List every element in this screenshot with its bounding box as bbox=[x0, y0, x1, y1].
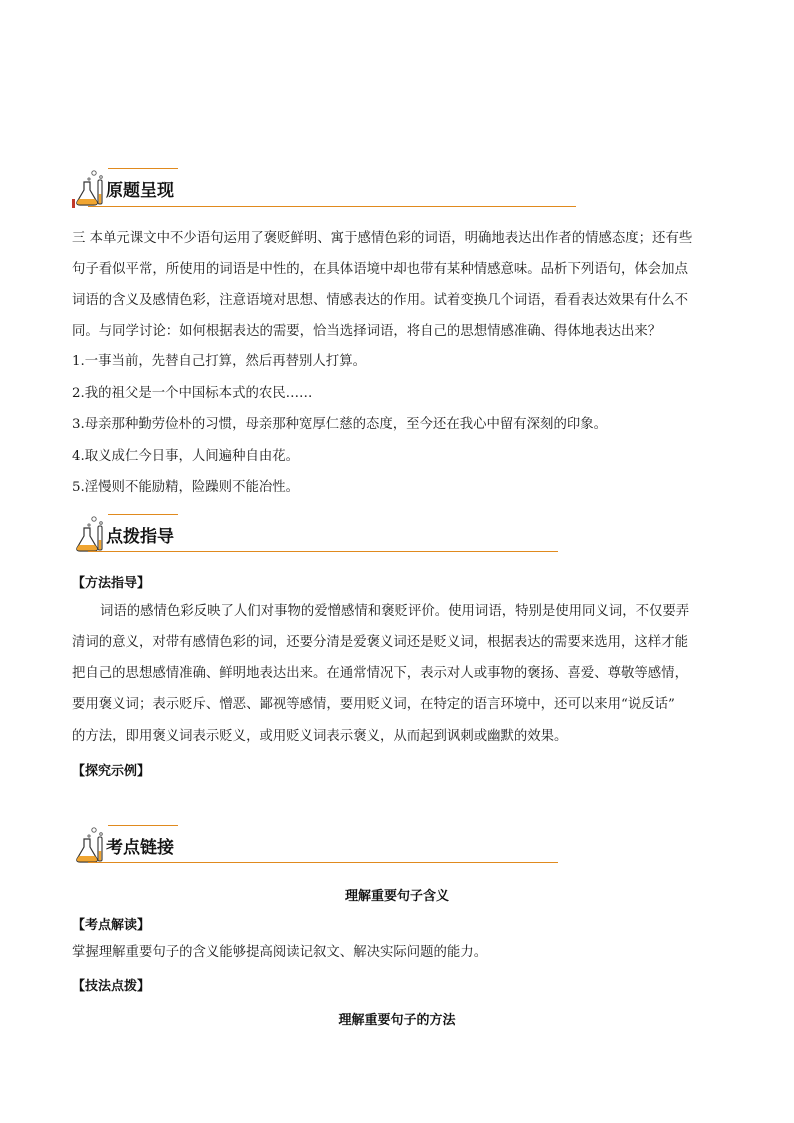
question-line-4: 同。与同学讨论：如何根据表达的需要，恰当选择词语，将自己的思想情感准确、得体地表达出来？ bbox=[72, 324, 662, 339]
lab-flask-icon bbox=[72, 514, 108, 554]
question-line-1: 三 本单元课文中不少语句运用了褒贬鲜明、寓于感情色彩的词语，明确地表达出作者的情感态度；还有些 bbox=[72, 231, 693, 246]
header-top-rule bbox=[108, 825, 178, 826]
header-top-rule bbox=[108, 168, 178, 169]
list-item: 4.取义成仁今日事，人间遍种自由花。 bbox=[72, 449, 300, 464]
skill-subtitle: 理解重要句子的方法 bbox=[338, 1013, 456, 1028]
margin-mark bbox=[72, 199, 75, 208]
method-label: 【方法指导】 bbox=[72, 576, 151, 591]
list-item: 1.一事当前，先替自己打算，然后再替别人打算。 bbox=[72, 354, 366, 369]
header-bottom-rule bbox=[88, 551, 558, 552]
lab-flask-icon bbox=[72, 825, 108, 865]
section-title: 原题呈现 bbox=[106, 181, 174, 201]
example-label: 【探究示例】 bbox=[72, 764, 151, 779]
method-line-1: 词语的感情色彩反映了人们对事物的爱憎感情和褒贬评价。使用词语，特别是使用同义词，不仅要弄 bbox=[100, 604, 690, 619]
question-line-3: 词语的含义及感情色彩，注意语境对思想、情感表达的作用。试着变换几个词语，看看表达效果有什么不 bbox=[72, 293, 688, 308]
header-bottom-rule bbox=[88, 862, 558, 863]
skill-label: 【技法点拨】 bbox=[72, 979, 151, 994]
list-item: 5.淫慢则不能励精，险躁则不能冶性。 bbox=[72, 480, 300, 495]
section-title: 考点链接 bbox=[106, 838, 174, 858]
lab-flask-icon bbox=[72, 168, 108, 208]
list-item: 2.我的祖父是一个中国标本式的农民…… bbox=[72, 386, 313, 401]
method-line-4: 要用褒义词；表示贬斥、憎恶、鄙视等感情，要用贬义词，在特定的语言环境中，还可以来用“说反话” bbox=[72, 697, 675, 712]
section-title: 点拨指导 bbox=[106, 527, 174, 547]
list-item: 3.母亲那种勤劳俭朴的习惯，母亲那种宽厚仁慈的态度，至今还在我心中留有深刻的印象。 bbox=[72, 417, 608, 432]
interpret-text: 掌握理解重要句子的含义能够提高阅读记叙文、解决实际问题的能力。 bbox=[72, 945, 488, 960]
question-line-2: 句子看似平常，所使用的词语是中性的，在具体语境中却也带有某种情感意味。品析下列语句，体会加点 bbox=[72, 262, 688, 277]
interpret-label: 【考点解读】 bbox=[72, 918, 151, 933]
method-line-5: 的方法，即用褒义词表示贬义，或用贬义词表示褒义，从而起到讽刺或幽默的效果。 bbox=[72, 729, 568, 744]
header-top-rule bbox=[108, 514, 178, 515]
method-line-3: 把自己的思想感情准确、鲜明地表达出来。在通常情况下，表示对人或事物的褒扬、喜爱、尊敬等感情， bbox=[72, 666, 688, 681]
link-subtitle: 理解重要句子含义 bbox=[344, 889, 449, 904]
header-bottom-rule bbox=[88, 206, 576, 207]
method-line-2: 清词的意义，对带有感情色彩的词，还要分清是爱褒义词还是贬义词，根据表达的需要来选用，这样才能 bbox=[72, 635, 688, 650]
